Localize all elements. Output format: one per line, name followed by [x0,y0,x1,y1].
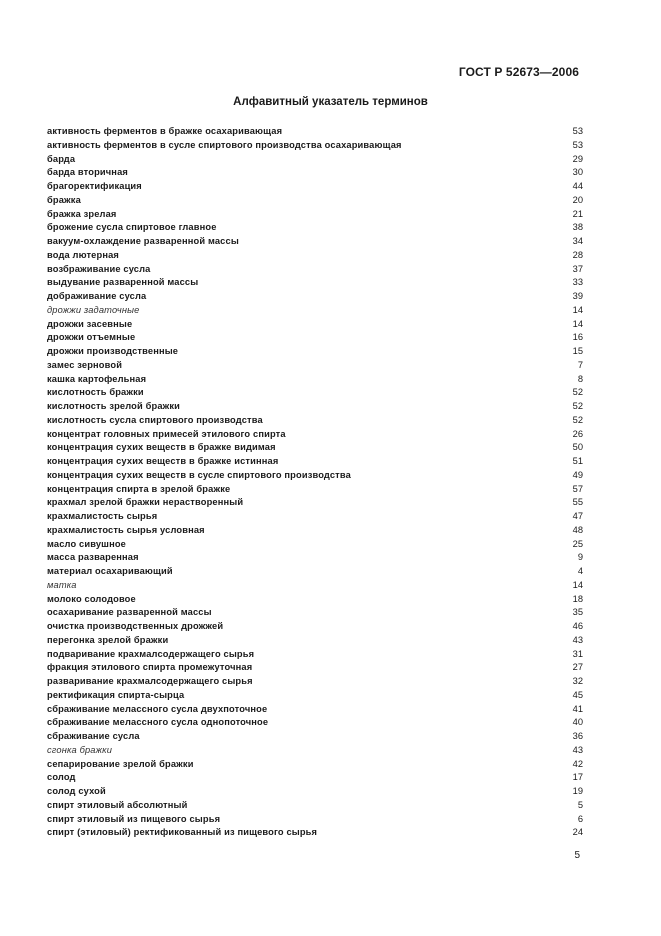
index-term: выдувание разваренной массы [47,277,199,288]
index-entry [47,496,583,510]
index-entry [47,194,583,208]
index-term: крахмалистость сырья [47,511,158,521]
index-term: возбраживание сусла [47,263,151,274]
index-entry [47,785,583,799]
index-term: дрожжи отъемные [47,332,136,343]
index-term: солод [47,772,76,783]
index-term: концентрат головных примесей этилового спирта [47,428,286,439]
index-term: кашка картофельная [47,373,147,384]
index-entry [47,799,583,813]
index-entry [47,689,583,703]
index-term: очистка производственных дрожжей [47,621,224,631]
index-entry [47,648,583,662]
index-entry [47,455,583,469]
index-entry [47,318,583,332]
index-term: кислотность сусла спиртового производства [47,414,263,425]
index-term: брожение сусла спиртовое главное [47,222,217,233]
index-term: сбраживание мелассного сусла двухпоточное [47,703,268,714]
index-entry [47,441,583,455]
index-term: брагоректификация [47,181,142,191]
index-term: активность ферментов в сусле спиртового производства осахаривающая [47,139,402,150]
index-entry [47,166,583,180]
index-entry [47,180,583,194]
index-page-ref: 39 [572,291,583,301]
index-page-ref: 26 [572,428,583,439]
index-term: подваривание крахмалсодержащего сырья [47,648,255,659]
index-entry [47,634,583,648]
index-term: ректификация спирта-сырца [47,689,185,700]
index-entry [47,758,583,772]
index-page-ref: 42 [572,758,583,769]
index-entry [47,661,583,675]
index-page-ref: 43 [572,744,583,755]
index-entry [47,565,583,579]
index-entry [47,139,583,153]
index-page-ref: 52 [572,414,583,425]
index-page-ref: 30 [572,167,583,178]
index-term: бражка [47,194,81,205]
index-term: кислотность зрелой бражки [47,401,181,411]
index-term: вакуум-охлаждение разваренной массы [47,236,239,246]
index-term: разваривание крахмалсодержащего сырья [47,676,253,686]
index-page-ref: 37 [572,263,583,274]
index-term: сбраживание мелассного сусла однопоточное [47,717,269,728]
index-term: спирт этиловый из пищевого сырья [47,813,221,824]
index-term: крахмалистость сырья условная [47,524,205,535]
index-page-ref: 28 [572,249,583,260]
index-term: концентрация спирта в зрелой бражке [47,483,231,494]
page-number: 5 [574,850,580,861]
index-entry [47,249,583,263]
index-entry [47,276,583,290]
index-term: сгонка бражки [47,744,113,755]
index-page-ref: 40 [572,717,583,728]
index-page-ref: 41 [572,703,583,714]
index-page-ref: 38 [572,222,583,233]
index-entry [47,771,583,785]
index-title: Алфавитный указатель терминов [233,96,428,108]
index-page-ref: 35 [572,607,583,618]
index-entry [47,579,583,593]
index-page-ref: 47 [572,511,583,521]
index-term: осахаривание разваренной массы [47,607,212,618]
index-page-ref: 34 [572,236,583,246]
index-term: матка [47,579,77,590]
index-page-ref: 8 [577,373,583,384]
index-entry [47,400,583,414]
index-page-ref: 18 [572,593,583,604]
index-term: дрожжи производственные [47,346,179,356]
index-entry [47,813,583,827]
index-entry [47,826,583,840]
index-page-ref: 14 [572,304,583,315]
index-page-ref: 44 [572,181,583,191]
index-page-ref: 25 [572,538,583,549]
index-term: концентрация сухих веществ в сусле спиртового производства [47,469,351,480]
index-page-ref: 20 [572,194,583,205]
index-entry [47,345,583,359]
index-page-ref: 52 [572,387,583,398]
index-entry [47,414,583,428]
index-page-ref: 24 [572,827,583,838]
index-page-ref: 14 [572,579,583,590]
index-page-ref: 46 [572,621,583,631]
index-page-ref: 27 [572,662,583,673]
index-term: солод сухой [47,786,106,796]
index-entry [47,716,583,730]
index-page-ref: 17 [572,772,583,783]
index-term: дрожжи засевные [47,318,133,329]
index-entry [47,290,583,304]
index-page-ref: 32 [572,676,583,686]
index-entry [47,359,583,373]
index-page-ref: 29 [572,153,583,164]
index-page-ref: 48 [572,524,583,535]
index-page-ref: 9 [577,552,583,563]
index-entry [47,153,583,167]
index-entry [47,593,583,607]
index-term: спирт (этиловый) ректификованный из пищевого сырья [47,827,318,838]
index-page-ref: 4 [577,566,583,576]
index-term: масло сивушное [47,538,126,549]
index-term: активность ферментов в бражке осахаривающая [47,126,283,136]
index-page-ref: 21 [572,208,583,219]
index-entry [47,304,583,318]
index-page-ref: 49 [572,469,583,480]
index-page-ref: 14 [572,318,583,329]
index-page-ref: 50 [572,442,583,453]
index-entry [47,263,583,277]
index-entry [47,386,583,400]
index-page-ref: 52 [572,401,583,411]
index-entry [47,373,583,387]
index-entry [47,675,583,689]
index-page-ref: 16 [572,332,583,343]
index-term: замес зерновой [47,359,123,370]
index-term: концентрация сухих веществ в бражке видимая [47,442,276,453]
index-entry [47,744,583,758]
index-entry [47,730,583,744]
index-page-ref: 31 [572,648,583,659]
index-term: перегонка зрелой бражки [47,634,169,645]
index-term: сбраживание сусла [47,731,140,741]
index-term: фракция этилового спирта промежуточная [47,662,253,673]
index-term: дрожжи задаточные [47,304,140,315]
index-term: вода лютерная [47,249,119,260]
index-entry [47,428,583,442]
index-entry [47,620,583,634]
term-index-list [47,125,583,840]
index-entry [47,703,583,717]
index-term: сепарирование зрелой бражки [47,758,194,769]
index-page-ref: 51 [572,456,583,466]
index-page-ref: 6 [577,813,583,824]
index-page-ref: 45 [572,689,583,700]
index-term: спирт этиловый абсолютный [47,799,188,810]
index-page-ref: 53 [572,126,583,136]
index-entry [47,221,583,235]
index-entry [47,538,583,552]
index-term: молоко солодовое [47,593,136,604]
index-term: барда [47,153,76,164]
index-term: крахмал зрелой бражки нерастворенный [47,497,244,508]
index-entry [47,235,583,249]
index-page-ref: 33 [572,277,583,288]
index-page-ref: 43 [572,634,583,645]
document-standard-id: ГОСТ Р 52673—2006 [458,65,579,79]
index-entry [47,510,583,524]
index-entry [47,125,583,139]
index-entry [47,524,583,538]
index-page-ref: 53 [572,139,583,150]
index-page-ref: 55 [572,497,583,508]
index-page-ref: 19 [572,786,583,796]
index-page-ref: 15 [572,346,583,356]
index-page-ref: 5 [577,799,583,810]
index-entry [47,551,583,565]
index-term: концентрация сухих веществ в бражке истинная [47,456,279,466]
index-entry [47,469,583,483]
index-entry [47,483,583,497]
index-entry [47,208,583,222]
index-term: дображивание сусла [47,291,147,301]
index-term: материал осахаривающий [47,566,173,576]
index-term: барда вторичная [47,167,128,178]
index-page-ref: 7 [577,359,583,370]
index-term: бражка зрелая [47,208,117,219]
index-entry [47,606,583,620]
index-entry [47,331,583,345]
index-term: кислотность бражки [47,387,144,398]
index-page-ref: 57 [572,483,583,494]
index-page-ref: 36 [572,731,583,741]
index-term: масса разваренная [47,552,139,563]
